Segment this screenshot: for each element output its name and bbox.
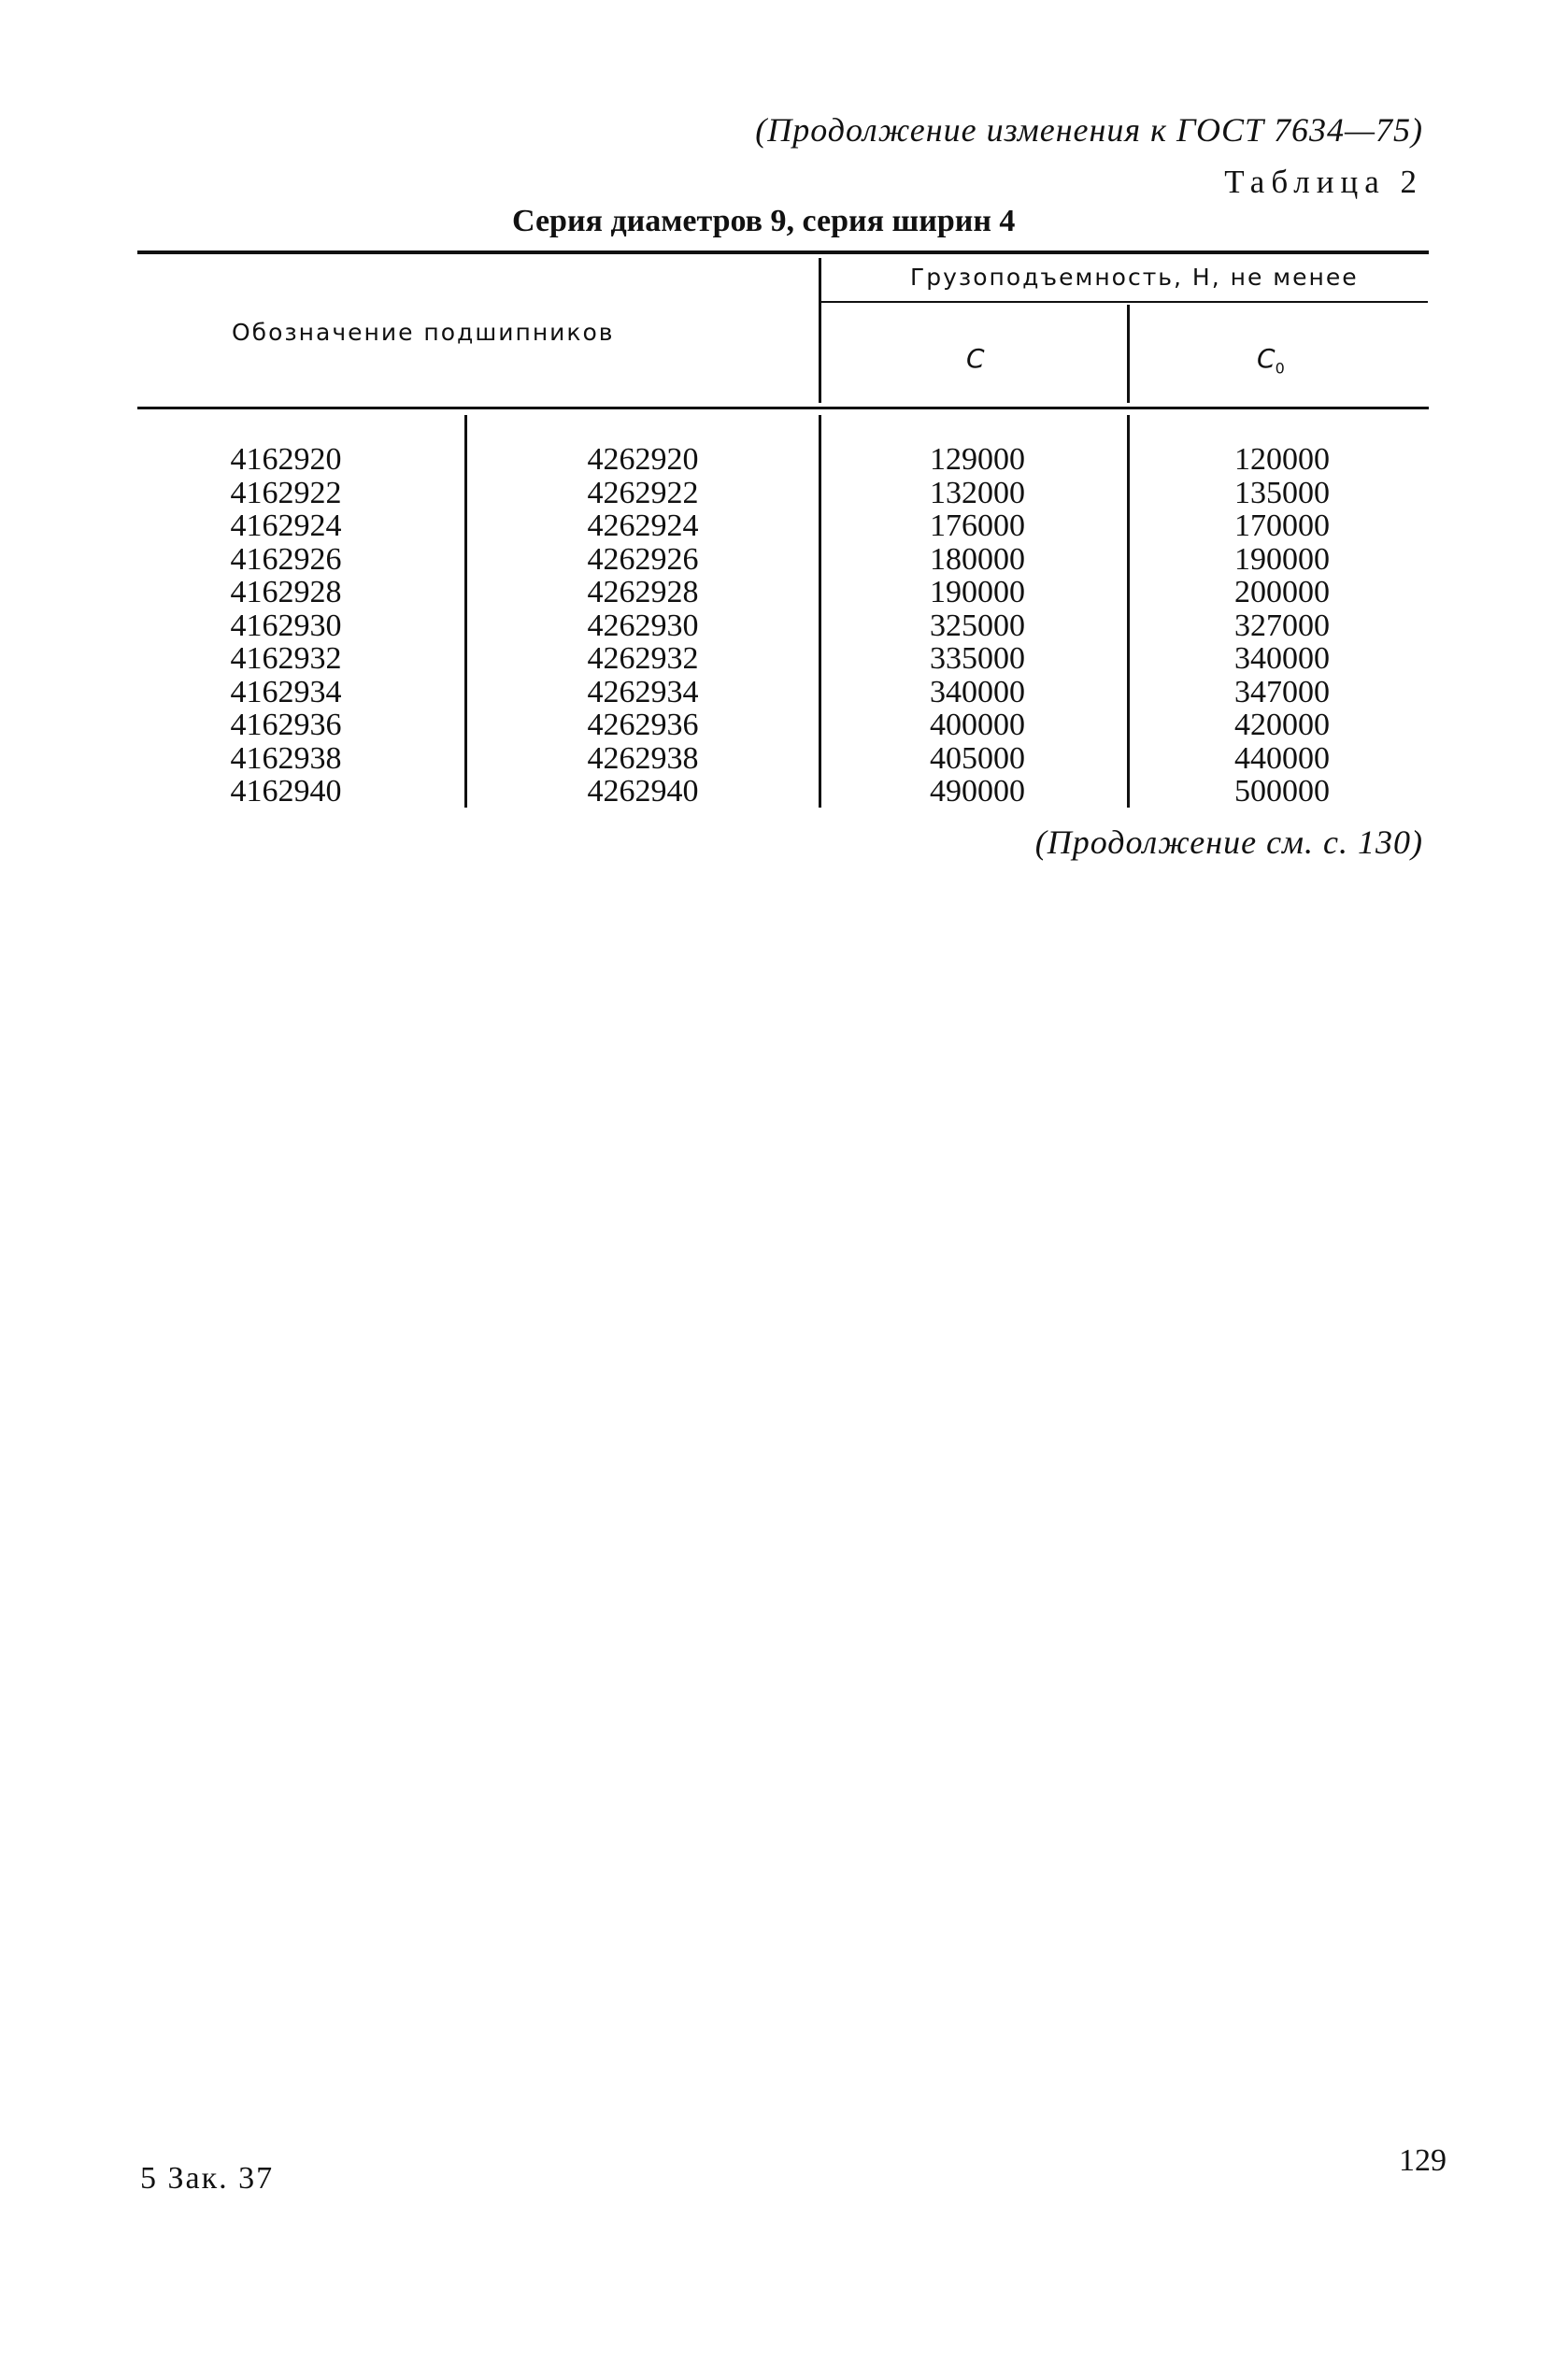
designation-b-cell: 4262930	[587, 608, 699, 643]
designation-a-cell: 4162928	[230, 575, 342, 609]
designation-a-cell: 4162936	[230, 708, 342, 742]
table-top-rule	[137, 251, 1429, 254]
designation-b-cell: 4262938	[587, 740, 699, 776]
page-number: 129	[1399, 2143, 1447, 2178]
table-label: Таблица 2	[1224, 164, 1423, 200]
c0-value-cell: 200000	[1234, 575, 1330, 609]
body-divider-designation	[464, 415, 467, 808]
c-value-cell: 129000	[930, 442, 1025, 477]
table-title: Серия диаметров 9, серия ширин 4	[512, 204, 1016, 238]
c-value-cell: 190000	[930, 575, 1025, 609]
c0-value-column	[1217, 443, 1347, 809]
c0-value-cell: 340000	[1234, 641, 1330, 676]
c-value-cell: 340000	[930, 674, 1025, 709]
designation-a-cell: 4162922	[230, 475, 342, 510]
c-value-column	[912, 443, 1043, 809]
order-note: 5 Зак. 37	[140, 2161, 275, 2196]
designation-a-cell: 4162920	[230, 442, 342, 477]
designation-a-cell: 4162930	[230, 608, 342, 643]
body-divider-c	[1127, 415, 1130, 808]
designation-column-header: Обозначение подшипников	[232, 319, 615, 346]
c0-column-header: $C_0$	[1257, 343, 1285, 378]
c-value-cell: 176000	[930, 508, 1025, 543]
header-divider-main	[819, 258, 821, 403]
designation-b-cell: 4262932	[587, 641, 699, 676]
c0-value-cell: 170000	[1234, 508, 1330, 543]
c-value-cell: 335000	[930, 641, 1025, 676]
c0-value-cell: 440000	[1234, 740, 1330, 776]
c-value-cell: 490000	[930, 774, 1025, 809]
c0-value-cell: 135000	[1234, 475, 1330, 510]
c0-value-cell: 190000	[1234, 541, 1330, 577]
continuation-header: (Продолжение изменения к ГОСТ 7634—75)	[755, 111, 1423, 149]
designation-a-cell: 4162932	[230, 641, 342, 676]
load-capacity-column-header: Грузоподъемность, Н, не менее	[910, 264, 1359, 291]
designation-b-cell: 4262940	[587, 774, 699, 809]
c0-value-cell: 500000	[1234, 774, 1330, 809]
designation-a-cell: 4162940	[230, 774, 342, 809]
table-header-rule	[137, 407, 1429, 409]
designation-b-cell: 4262926	[587, 541, 699, 577]
designation-a-cell: 4162926	[230, 541, 342, 577]
designation-b-cell: 4262920	[587, 442, 699, 477]
designation-b-cell: 4262936	[587, 708, 699, 742]
c0-value-cell: 120000	[1234, 442, 1330, 477]
designation-a-column	[221, 443, 351, 809]
body-divider-main	[819, 415, 821, 808]
continuation-footer: (Продолжение см. с. 130)	[1034, 823, 1423, 861]
designation-a-cell: 4162934	[230, 674, 342, 709]
c-value-cell: 405000	[930, 740, 1025, 776]
designation-b-cell: 4262924	[587, 508, 699, 543]
c-column-header: C	[966, 343, 985, 374]
c0-value-cell: 420000	[1234, 708, 1330, 742]
header-divider-c	[1127, 305, 1130, 403]
designation-a-cell: 4162924	[230, 508, 342, 543]
designation-b-column	[577, 443, 708, 809]
designation-b-cell: 4262928	[587, 575, 699, 609]
c0-value-cell: 347000	[1234, 674, 1330, 709]
table-subheader-rule	[820, 301, 1428, 303]
c-value-cell: 132000	[930, 475, 1025, 510]
designation-b-cell: 4262934	[587, 674, 699, 709]
c-value-cell: 180000	[930, 541, 1025, 577]
c-value-cell: 325000	[930, 608, 1025, 643]
c-value-cell: 400000	[930, 708, 1025, 742]
c0-value-cell: 327000	[1234, 608, 1330, 643]
designation-b-cell: 4262922	[587, 475, 699, 510]
designation-a-cell: 4162938	[230, 740, 342, 776]
